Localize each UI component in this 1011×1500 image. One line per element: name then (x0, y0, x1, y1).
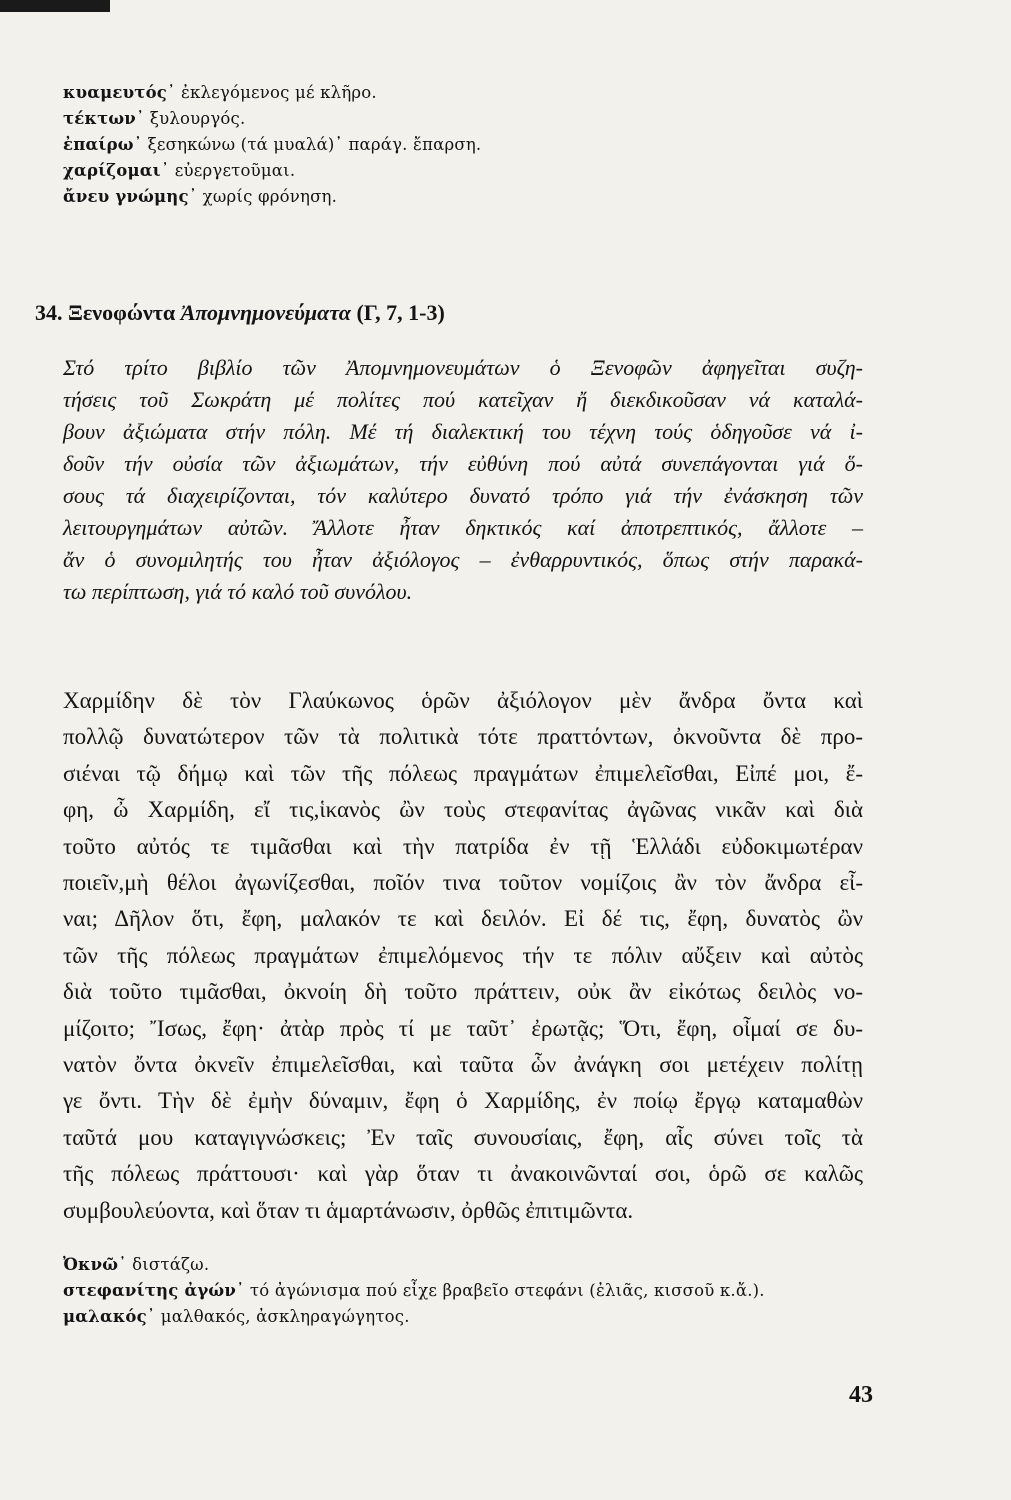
glossary-entry: στεφανίτης ἀγών᾿ τό ἀγώνισμα πού εἶχε βραβεῖο στεφάνι (ἐλιᾶς, κισσοῦ κ.ἄ.). (63, 1281, 765, 1300)
section-title: Ἀπομνημονεύματα (180, 300, 351, 325)
text-line: μίζοιτο; Ἴσως, ἔφη· ἀτὰρ πρὸς τί με ταῦτ᾿ ἐρωτᾷς; Ὅτι, ἔφη, οἶμαί σε δυ- (63, 1015, 863, 1041)
text-line: τῶν τῆς πόλεως πραγμάτων ἐπιμελόμενος τήν τε πόλιν αὔξειν καὶ αὐτὸς (63, 942, 863, 968)
intro-line: Στό τρίτο βιβλίο τῶν Ἀπομνημονευμάτων ὁ Ξενοφῶν ἀφηγεῖται συζη- (63, 355, 863, 380)
text-line: πολλῷ δυνατώτερον τῶν τὰ πολιτικὰ τότε πραττόντων, ὀκνοῦντα δὲ προ- (63, 724, 863, 750)
glossary-entry: μαλακός᾿ μαλθακός, ἀσκληραγώγητος. (63, 1307, 410, 1326)
text-line: τοῦτο αὐτός τε τιμᾶσθαι καὶ τὴν πατρίδα ἐν τῇ Ἑλλάδι εὐδοκιμωτέραν (63, 833, 863, 859)
text-line: συμβουλεύοντα, καὶ ὅταν τι ἁμαρτάνωσιν, ὀρθῶς ἐπιτιμῶντα. (63, 1197, 634, 1223)
text-line: ναι; Δῆλον ὅτι, ἔφη, μαλακόν τε καὶ δειλόν. Εἰ δέ τις, ἔφη, δυνατὸς ὢν (63, 906, 863, 932)
glossary-bottom (63, 1252, 765, 1330)
section-author: Ξενοφώντα (68, 300, 176, 325)
text-line: φη, ὦ Χαρμίδη, εἴ τις,ἱκανὸς ὢν τοὺς στεφανίτας ἀγῶνας νικᾶν καὶ διὰ (63, 797, 863, 823)
glossary-entry: χαρίζομαι᾿ εὐεργετοῦμαι. (63, 161, 296, 180)
intro-line: ἄν ὁ συνομιλητής του ἦταν ἀξιόλογος – ἐνθαρρυντικός, ὅπως στήν παρακά- (63, 547, 863, 572)
intro-line: βουν ἀξιώματα στήν πόλη. Μέ τή διαλεκτική του τέχνη τούς ὁδηγοῦσε νά ἰ- (63, 419, 863, 444)
text-line: γε ὄντι. Τὴν δὲ ἐμὴν δύναμιν, ἔφη ὁ Χαρμίδης, ἐν ποίῳ ἔργῳ καταμαθὼν (63, 1088, 863, 1114)
ancient-text-paragraph (63, 683, 863, 1229)
intro-line: λειτουργημάτων αὐτῶν. Ἄλλοτε ἦταν δηκτικός καί ἀποτρεπτικός, ἄλλοτε – (63, 515, 863, 540)
glossary-entry: ἐπαίρω᾿ ξεσηκώνω (τά μυαλά)᾿ παράγ. ἔπαρση. (63, 135, 482, 154)
text-line: νατὸν ὄντα ὀκνεῖν ἐπιμελεῖσθαι, καὶ ταῦτα ὧν ἀνάγκη σοι μετέχειν πολίτῃ (63, 1052, 863, 1078)
section-reference: (Γ, 7, 1-3) (356, 300, 445, 325)
text-line: σιέναι τῷ δήμῳ καὶ τῶν τῆς πόλεως πραγμάτων ἐπιμελεῖσθαι, Εἰπέ μοι, ἔ- (63, 760, 863, 786)
section-heading (35, 300, 445, 326)
top-edge-bar (0, 0, 110, 12)
intro-line: δοῦν τήν οὐσία τῶν ἀξιωμάτων, τήν εὐθύνη πού αὐτά συνεπάγονται γιά ὅ- (63, 451, 863, 476)
glossary-entry: ἄνευ γνώμης᾿ χωρίς φρόνηση. (63, 187, 338, 206)
text-line: ταῦτά μου καταγιγνώσκεις; Ἐν ταῖς συνουσίαις, ἔφη, αἷς σύνει τοῖς τὰ (63, 1124, 863, 1150)
page-number: 43 (849, 1382, 873, 1408)
intro-line: σους τά διαχειρίζονται, τόν καλύτερο δυνατό τρόπο γιά τήν ἐνάσκηση τῶν (63, 483, 863, 508)
text-line: διὰ τοῦτο τιμᾶσθαι, ὀκνοίη δὴ τοῦτο πράττειν, οὐκ ἂν εἰκότως δειλὸς νο- (63, 979, 863, 1005)
glossary-top (63, 80, 481, 210)
text-line: ποιεῖν,μὴ θέλοι ἀγωνίζεσθαι, ποῖόν τινα τοῦτον νομίζοις ἂν τὸν ἄνδρα εἶ- (63, 870, 863, 896)
text-line: Χαρμίδην δὲ τὸν Γλαύκωνος ὁρῶν ἀξιόλογον μὲν ἄνδρα ὄντα καὶ (63, 688, 863, 713)
glossary-entry: Ὀκνῶ᾿ διστάζω. (63, 1255, 210, 1274)
intro-line: τήσεις τοῦ Σωκράτη μέ πολίτες πού κατεῖχαν ἤ διεκδικοῦσαν νά καταλά- (63, 387, 863, 412)
glossary-entry: τέκτων᾿ ξυλουργός. (63, 109, 246, 128)
intro-line: τω περίπτωση, γιά τό καλό τοῦ συνόλου. (63, 579, 413, 604)
section-number: 34. (35, 300, 63, 325)
intro-paragraph (63, 352, 863, 608)
text-line: τῆς πόλεως πράττουσι· καὶ γὰρ ὅταν τι ἀνακοινῶνταί σοι, ὁρῶ σε καλῶς (63, 1161, 863, 1187)
glossary-entry: κυαμευτός᾿ ἐκλεγόμενος μέ κλῆρο. (63, 83, 377, 102)
